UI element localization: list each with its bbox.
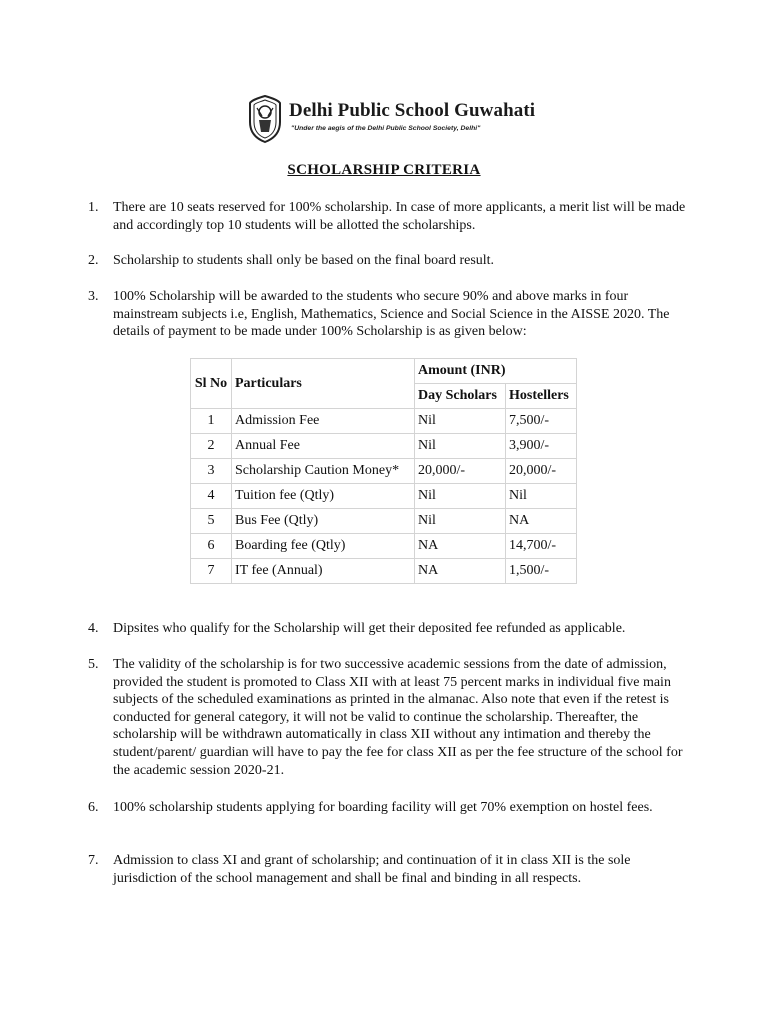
school-crest-logo <box>247 94 283 144</box>
item-number: 7. <box>88 853 99 868</box>
table-row <box>191 434 577 459</box>
page-title: SCHOLARSHIP CRITERIA <box>287 162 481 178</box>
table-row <box>191 459 577 484</box>
cell-day-scholars: NA <box>415 534 506 559</box>
cell-particular: Tuition fee (Qtly) <box>232 484 415 509</box>
cell-hostellers: 3,900/- <box>506 434 577 459</box>
table-row <box>191 409 577 434</box>
item-number: 3. <box>88 289 99 304</box>
school-name: Delhi Public School Guwahati <box>289 100 536 121</box>
item-text: 100% Scholarship will be awarded to the students who secure 90% and above marks in four mainstream subjects i.e, English, Mathematics, Science and Social Science in the AISSE 2020. The details of payment to be made under 100% Scholarship is as given below: <box>113 289 670 340</box>
cell-sl: 7 <box>191 559 232 584</box>
criteria-item-4 <box>88 620 688 638</box>
cell-day-scholars: Nil <box>415 484 506 509</box>
cell-particular: Scholarship Caution Money* <box>232 459 415 484</box>
cell-sl: 6 <box>191 534 232 559</box>
header-amount: Amount (INR) <box>415 359 577 384</box>
cell-particular: Annual Fee <box>232 434 415 459</box>
school-header <box>247 94 547 146</box>
criteria-item-2 <box>88 252 688 270</box>
item-text: There are 10 seats reserved for 100% scholarship. In case of more applicants, a merit list will be made and accordingly top 10 students will be allotted the scholarships. <box>113 200 686 233</box>
cell-hostellers: 20,000/- <box>506 459 577 484</box>
table-row <box>191 534 577 559</box>
item-text: 100% scholarship students applying for boarding facility will get 70% exemption on hostel fees. <box>113 800 653 815</box>
cell-hostellers: 7,500/- <box>506 409 577 434</box>
table-row <box>191 484 577 509</box>
table-row <box>191 509 577 534</box>
item-number: 6. <box>88 800 99 815</box>
cell-particular: Boarding fee (Qtly) <box>232 534 415 559</box>
cell-particular: Admission Fee <box>232 409 415 434</box>
cell-day-scholars: Nil <box>415 409 506 434</box>
item-number: 1. <box>88 200 99 215</box>
cell-hostellers: 14,700/- <box>506 534 577 559</box>
item-text: Scholarship to students shall only be based on the final board result. <box>113 253 495 268</box>
header-particulars: Particulars <box>232 359 415 409</box>
criteria-item-7 <box>88 852 688 887</box>
cell-sl: 2 <box>191 434 232 459</box>
cell-sl: 1 <box>191 409 232 434</box>
cell-day-scholars: NA <box>415 559 506 584</box>
cell-particular: Bus Fee (Qtly) <box>232 509 415 534</box>
item-number: 2. <box>88 253 99 268</box>
cell-sl: 5 <box>191 509 232 534</box>
cell-day-scholars: Nil <box>415 509 506 534</box>
item-number: 5. <box>88 657 99 672</box>
cell-day-scholars: Nil <box>415 434 506 459</box>
criteria-item-1 <box>88 199 688 234</box>
fee-table <box>190 358 577 584</box>
item-text: Dipsites who qualify for the Scholarship will get their deposited fee refunded as applicable. <box>113 621 626 636</box>
header-day-scholars: Day Scholars <box>415 384 506 409</box>
table-header-row <box>191 359 577 384</box>
header-hostellers: Hostellers <box>506 384 577 409</box>
cell-sl: 3 <box>191 459 232 484</box>
item-text: The validity of the scholarship is for two successive academic sessions from the date of admission, provided the student is promoted to Class XII with at least 75 percent marks in individual five main subjects of the scheduled examinations as printed in the almanac. Also note that even if the retest is conducted for general category, it will not be valid to continue the scholarship. Thereafter, the scholarship will be withdrawn automatically in class XII without any intimation and thereby the student/parent/ guardian will have to pay the fee for class XII as per the fee structure of the school for the academic session 2020-21. <box>113 657 683 778</box>
cell-particular: IT fee (Annual) <box>232 559 415 584</box>
criteria-item-3 <box>88 288 688 341</box>
cell-hostellers: NA <box>506 509 577 534</box>
header-sl-no: Sl No <box>191 359 232 409</box>
criteria-item-6 <box>88 799 688 817</box>
item-text: Admission to class XI and grant of scholarship; and continuation of it in class XII is the sole jurisdiction of the school management and shall be final and binding in all respects. <box>113 853 631 886</box>
criteria-item-5 <box>88 656 688 779</box>
school-subtitle: "Under the aegis of the Delhi Public School Society, Delhi" <box>291 125 481 132</box>
cell-hostellers: 1,500/- <box>506 559 577 584</box>
cell-sl: 4 <box>191 484 232 509</box>
table-row <box>191 559 577 584</box>
cell-hostellers: Nil <box>506 484 577 509</box>
item-number: 4. <box>88 621 99 636</box>
cell-day-scholars: 20,000/- <box>415 459 506 484</box>
